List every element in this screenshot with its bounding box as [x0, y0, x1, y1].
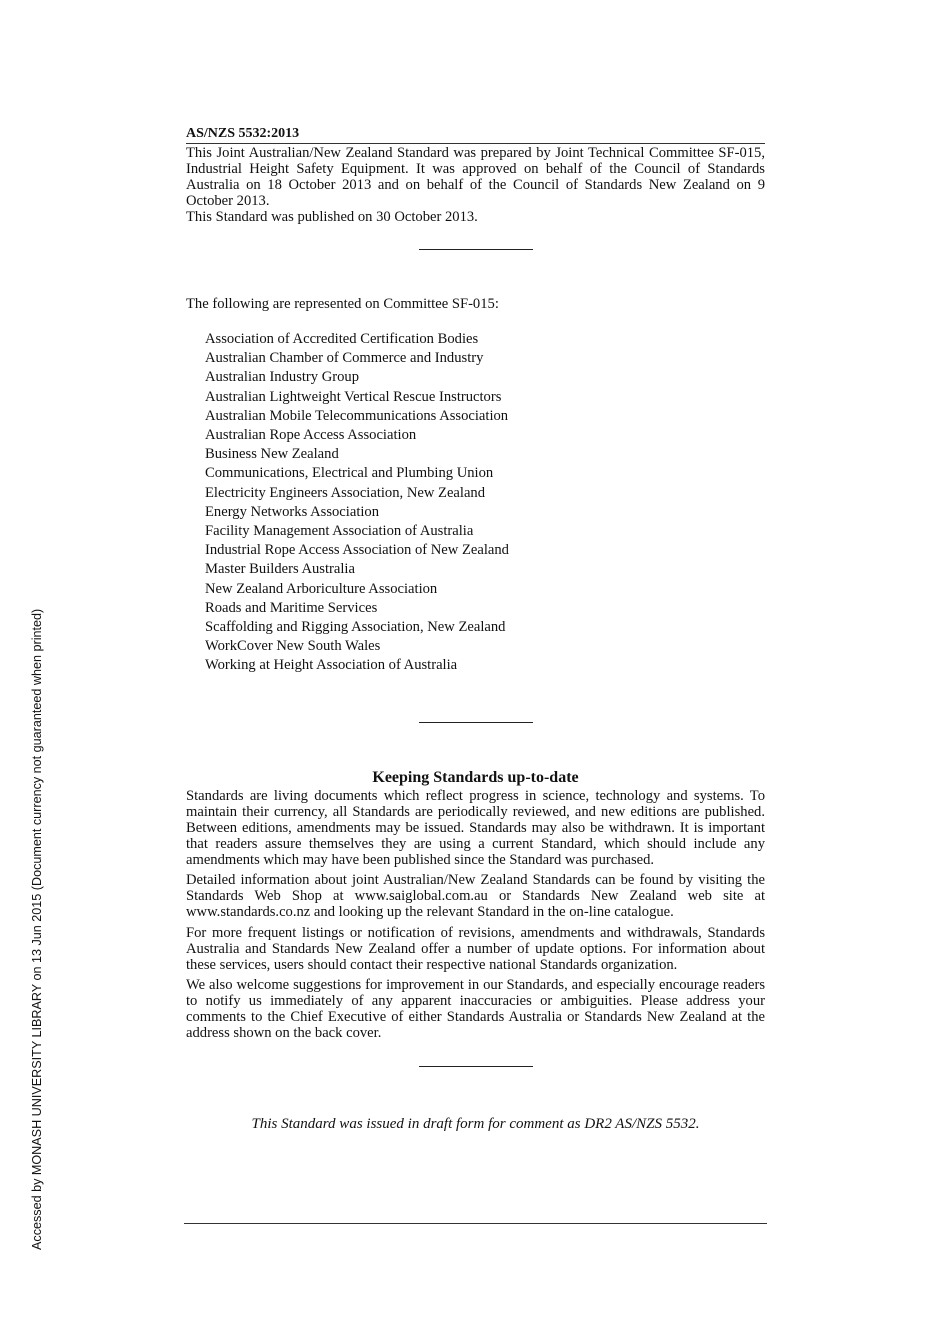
committee-member-list — [205, 330, 765, 676]
list-item: Australian Industry Group — [205, 369, 360, 386]
committee-intro: The following are represented on Committee SF-015: — [186, 296, 499, 312]
list-item: Industrial Rope Access Association of New Zealand — [205, 542, 509, 559]
list-item: Communications, Electrical and Plumbing Union — [205, 465, 494, 482]
list-item: Australian Lightweight Vertical Rescue Instructors — [205, 388, 502, 405]
body-paragraph: For more frequent listings or notification of revisions, amendments and withdrawals, Standards Australia and Standards New Zealand offer a number of update options. For information about these services, users should contact their respective national Standards organization. — [186, 924, 765, 973]
list-item: Association of Accredited Certification Bodies — [205, 331, 479, 347]
keeping-up-to-date-heading: Keeping Standards up-to-date — [372, 768, 579, 786]
page-content — [186, 126, 765, 1133]
footer-rule — [184, 1223, 767, 1224]
body-paragraph: We also welcome suggestions for improvement in our Standards, and especially encourage readers to notify us immediately of any apparent inaccuracies or ambiguities. Please address your comments to the Chief Executive of either Standards Australia or Standards New Zealand at the address shown on the back cover. — [186, 977, 765, 1042]
body-paragraph: Detailed information about joint Australian/New Zealand Standards can be found by visiting the Standards Web Shop at www.saiglobal.com.au or Standards New Zealand web site at www.standards.co.nz and looking up the relevant Standard in the on-line catalogue. — [186, 872, 765, 921]
access-watermark: Accessed by MONASH UNIVERSITY LIBRARY on 13 Jun 2015 (Document currency not guaranteed when printed) — [30, 608, 44, 1250]
list-item: Roads and Maritime Services — [205, 599, 378, 616]
list-item: Facility Management Association of Australia — [205, 523, 474, 540]
list-item: Master Builders Australia — [205, 561, 355, 578]
section-divider — [419, 722, 533, 723]
approval-paragraph: This Joint Australian/New Zealand Standard was prepared by Joint Technical Committee SF-015, Industrial Height Safety Equipment. It was approved on behalf of the Council of Standards Australia on 18 October 2013 and on behalf of the Council of Standards New Zealand on 9 October 2013. — [186, 145, 765, 209]
list-item: WorkCover New South Wales — [205, 638, 381, 655]
draft-note: This Standard was issued in draft form for comment as DR2 AS/NZS 5532. — [251, 1116, 700, 1133]
list-item: Working at Height Association of Australia — [205, 657, 458, 674]
list-item: Australian Mobile Telecommunications Association — [205, 407, 509, 424]
list-item: Electricity Engineers Association, New Zealand — [205, 484, 486, 501]
publication-date-line: This Standard was published on 30 October 2013. — [186, 209, 478, 225]
section-divider — [419, 249, 533, 250]
list-item: Australian Rope Access Association — [205, 427, 417, 444]
list-item: Business New Zealand — [205, 446, 339, 463]
list-item: New Zealand Arboriculture Association — [205, 580, 438, 597]
list-item: Scaffolding and Rigging Association, New Zealand — [205, 619, 506, 636]
document-code: AS/NZS 5532:2013 — [186, 126, 765, 144]
list-item: Australian Chamber of Commerce and Industry — [205, 350, 484, 367]
body-paragraph: Standards are living documents which reflect progress in science, technology and systems. To maintain their currency, all Standards are periodically reviewed, and new editions are published. Between editions, amendments may be issued. Standards may also be withdrawn. It is important that readers assure themselves they are using a current Standard, which should include any amendments which may have been published since the Standard was purchased. — [186, 787, 765, 868]
section-divider — [419, 1066, 533, 1067]
list-item: Energy Networks Association — [205, 503, 380, 520]
